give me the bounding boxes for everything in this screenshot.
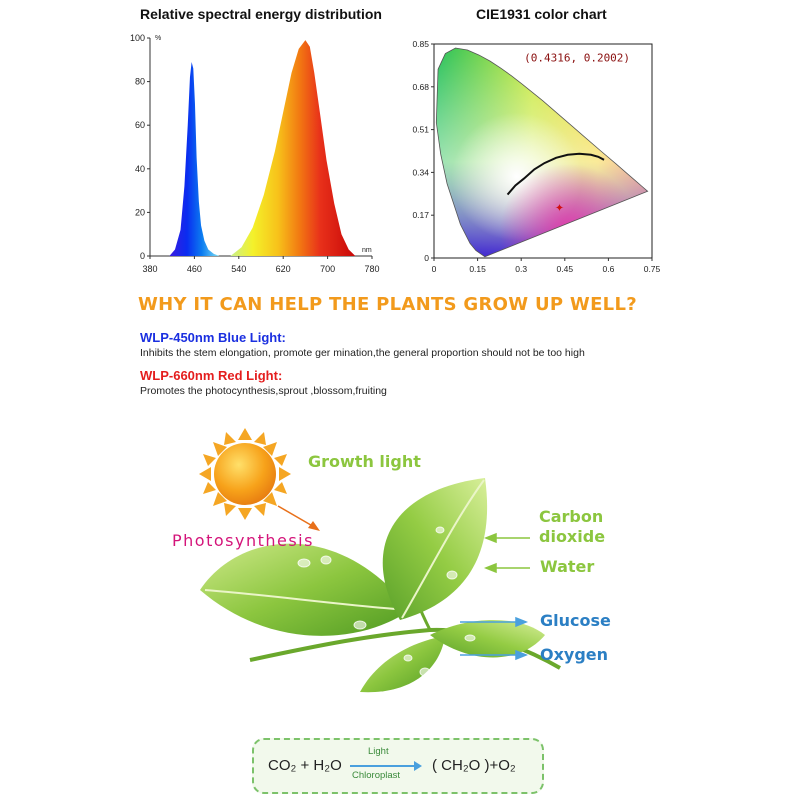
spectral-chart-title: Relative spectral energy distribution bbox=[140, 6, 382, 22]
sun-icon bbox=[199, 428, 291, 520]
cie-y-tick-label: 0.51 bbox=[412, 124, 429, 135]
photosynthesis-label: Photosynthesis bbox=[172, 531, 314, 550]
red-peak-area bbox=[230, 40, 355, 256]
red-light-title: WLP-660nm Red Light: bbox=[140, 368, 283, 383]
y-tick-label: 40 bbox=[134, 163, 145, 174]
equation-arrow bbox=[350, 765, 418, 767]
blue-peak-area bbox=[169, 62, 219, 256]
growth-light-label: Growth light bbox=[308, 452, 421, 471]
cie-x-tick-label: 0 bbox=[431, 264, 437, 274]
oxygen-label: Oxygen bbox=[540, 645, 609, 664]
water-label: Water bbox=[540, 557, 595, 576]
cie-y-tick-label: 0.68 bbox=[412, 81, 429, 92]
equation-arrow-head bbox=[414, 761, 422, 771]
x-axis-unit: nm bbox=[362, 247, 372, 254]
y-tick-label: 60 bbox=[134, 120, 145, 131]
cie-y-tick-label: 0.17 bbox=[412, 210, 429, 221]
x-tick-label: 540 bbox=[231, 264, 247, 274]
equation-products: ( CH₂O )+O₂ bbox=[432, 757, 516, 774]
cie-gamut bbox=[434, 44, 652, 258]
x-tick-label: 460 bbox=[186, 264, 202, 274]
y-tick-label: 80 bbox=[134, 76, 145, 87]
dioxide-label: dioxide bbox=[539, 527, 606, 546]
equation-condition-bottom: Chloroplast bbox=[352, 770, 401, 781]
equation-reactants: CO₂ + H₂O bbox=[268, 757, 342, 774]
cie-x-tick-label: 0.6 bbox=[602, 264, 615, 274]
leaf-left bbox=[200, 544, 410, 636]
cie-annotation: (0.4316, 0.2002) bbox=[524, 51, 631, 65]
cie-x-tick-label: 0.15 bbox=[469, 264, 486, 274]
spectral-chart bbox=[130, 28, 390, 278]
y-axis-unit: % bbox=[155, 35, 162, 42]
carbon-label: Carbon bbox=[539, 507, 604, 526]
cie-y-tick-label: 0 bbox=[424, 253, 429, 263]
cie-y-tick-label: 0.85 bbox=[412, 39, 429, 49]
x-tick-label: 620 bbox=[275, 264, 291, 274]
x-tick-label: 380 bbox=[142, 264, 158, 274]
red-light-desc: Promotes the photocynthesis,sprout ,blossom,fruiting bbox=[140, 385, 387, 397]
leaf-top bbox=[383, 478, 487, 620]
glucose-label: Glucose bbox=[540, 611, 611, 630]
cie-chart bbox=[400, 32, 680, 282]
y-tick-label: 100 bbox=[130, 33, 145, 43]
cie-x-tick-label: 0.75 bbox=[643, 264, 661, 274]
blue-light-title: WLP-450nm Blue Light: bbox=[140, 330, 286, 345]
x-tick-label: 700 bbox=[320, 264, 336, 274]
equation-condition-top: Light bbox=[368, 746, 389, 757]
x-tick-label: 780 bbox=[364, 264, 380, 274]
y-tick-label: 0 bbox=[139, 251, 145, 261]
cie-x-tick-label: 0.3 bbox=[515, 264, 528, 274]
headline: WHY IT CAN HELP THE PLANTS GROW UP WELL? bbox=[138, 294, 637, 315]
cie-point-marker: ✦ bbox=[554, 201, 565, 215]
blue-light-desc: Inhibits the stem elongation, promote ger mination,the general proportion should not be too high bbox=[140, 347, 585, 359]
cie-y-tick-label: 0.34 bbox=[412, 167, 429, 178]
cie-chart-title: CIE1931 color chart bbox=[476, 6, 607, 22]
y-tick-label: 20 bbox=[134, 207, 145, 218]
cie-x-tick-label: 0.45 bbox=[556, 264, 574, 274]
leaf-bottom-left bbox=[360, 636, 445, 692]
